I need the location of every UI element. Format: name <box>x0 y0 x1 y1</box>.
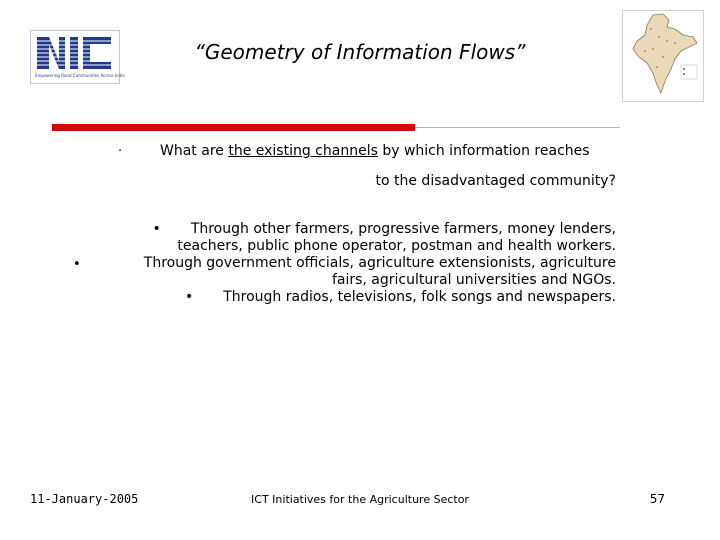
question-bullet: · <box>118 144 123 159</box>
title-rule-accent <box>52 124 415 131</box>
answers-block <box>96 221 616 306</box>
footer-title: ICT Initiatives for the Agriculture Sector <box>251 493 469 506</box>
slide-title: “Geometry of Information Flows” <box>194 40 526 64</box>
answer-line-1 <box>96 221 616 238</box>
title-rule-line <box>415 127 620 128</box>
answers-outer-bullet: • <box>73 257 81 272</box>
answer-line-5-text: Through radios, televisions, folk songs and newspapers. <box>223 289 616 305</box>
answer-line-1-text: Through other farmers, progressive farmers, money lenders, <box>190 221 616 237</box>
question-highlight: the existing channels <box>228 143 378 159</box>
india-map-image <box>622 10 704 102</box>
nic-logo <box>30 30 125 84</box>
answer-line-5-bullet: • <box>184 289 194 305</box>
answer-line-4: fairs, agricultural universities and NGOs. <box>331 272 616 288</box>
question-line-2: to the disadvantaged community? <box>375 173 616 189</box>
answer-line-2: teachers, public phone operator, postman and health workers. <box>177 238 616 254</box>
page-number: 57 <box>649 492 665 506</box>
answer-inner-bullet: • <box>152 221 161 237</box>
footer-date: 11-January-2005 <box>30 492 139 506</box>
answer-line-3: Through government officials, agriculture extensionists, agriculture <box>143 255 616 271</box>
question-prefix: What are <box>160 143 229 159</box>
logo-tagline: Empowering Rural Communities Across India <box>35 73 125 78</box>
answer-line-5 <box>96 289 616 306</box>
question-line-1 <box>160 143 590 159</box>
question-suffix: by which information reaches <box>377 143 590 159</box>
india-map-icon <box>623 11 703 101</box>
